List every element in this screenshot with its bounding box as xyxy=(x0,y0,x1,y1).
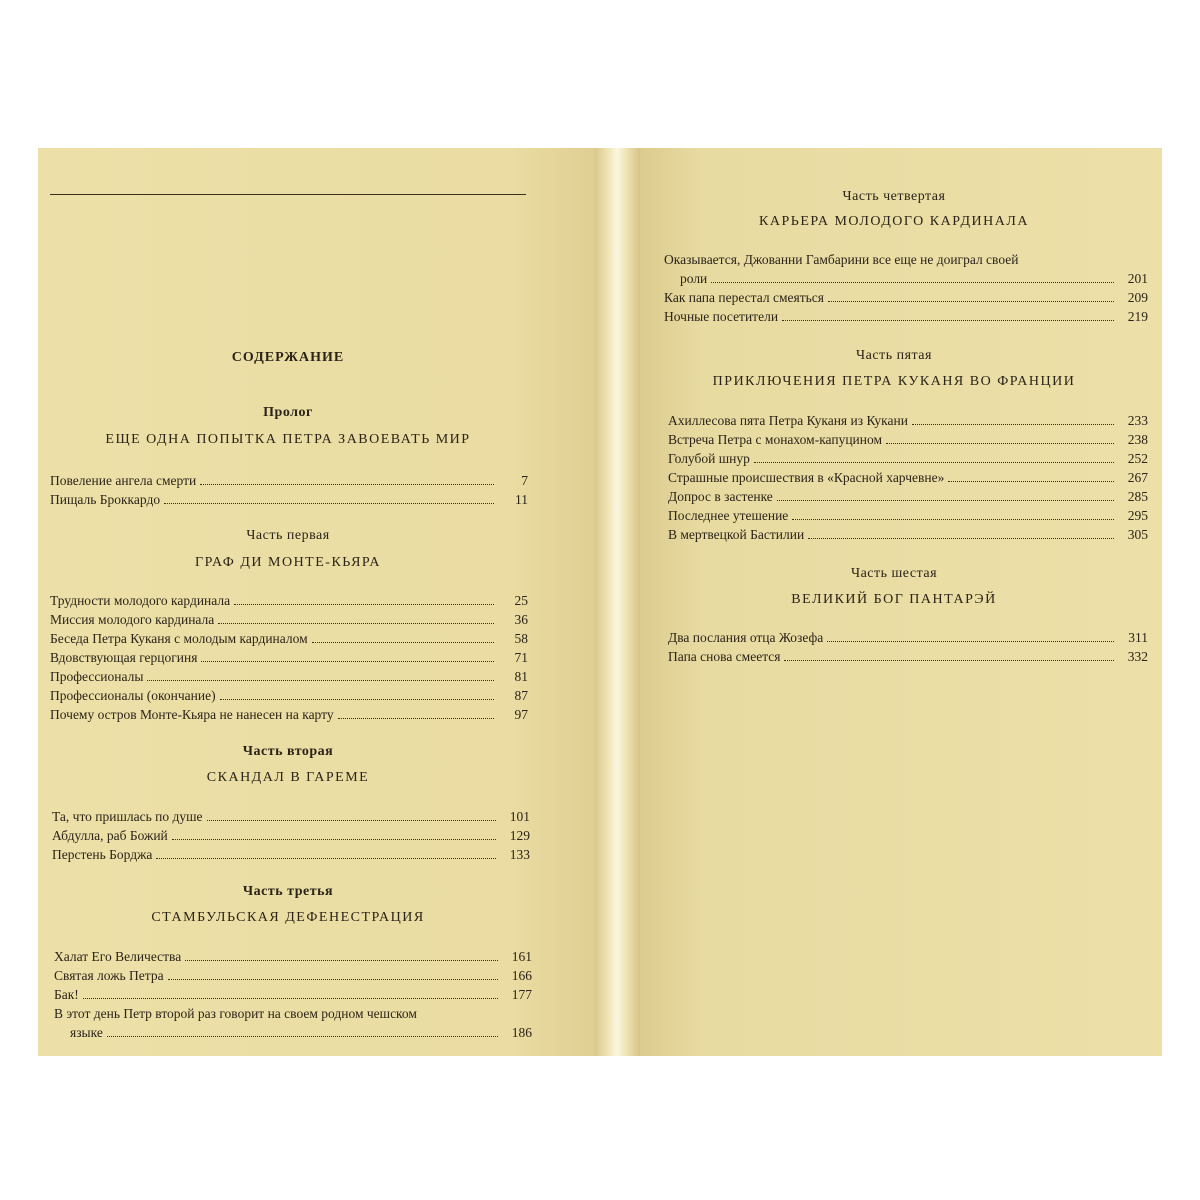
toc-entry[interactable]: Абдулла, раб Божий 129 xyxy=(52,828,530,843)
contents-title: СОДЕРЖАНИЕ xyxy=(231,350,345,365)
toc-entry-long[interactable]: В этот день Петр второй раз говорит на своем родном чешском языке 186 xyxy=(54,1006,532,1040)
part4-heading: КАРЬЕРА МОЛОДОГО КАРДИНАЛА xyxy=(759,214,1029,229)
part1-heading: ГРАФ ДИ МОНТЕ-КЬЯРА xyxy=(194,555,382,570)
toc-entry[interactable]: Последнее утешение 295 xyxy=(668,508,1148,523)
part3-heading: СТАМБУЛЬСКАЯ ДЕФЕНЕСТРАЦИЯ xyxy=(151,910,425,925)
prologue-heading: ЕЩЕ ОДНА ПОПЫТКА ПЕТРА ЗАВОЕВАТЬ МИР xyxy=(105,432,471,447)
part3-label: Часть третья xyxy=(242,884,334,899)
prologue-label: Пролог xyxy=(263,405,313,420)
toc-entry[interactable]: Допрос в застенке 285 xyxy=(668,489,1148,504)
toc-entry[interactable]: Беседа Петра Куканя с молодым кардиналом 58 xyxy=(50,631,528,646)
part6-label: Часть шестая xyxy=(850,566,938,581)
part4-entries xyxy=(664,250,1148,326)
book-gutter xyxy=(594,148,640,1056)
toc-entry[interactable]: Почему остров Монте-Кьяра не нанесен на карту 97 xyxy=(50,707,528,722)
toc-entry[interactable]: Трудности молодого кардинала 25 xyxy=(50,593,528,608)
part5-heading: ПРИКЛЮЧЕНИЯ ПЕТРА КУКАНЯ ВО ФРАНЦИИ xyxy=(712,374,1076,389)
toc-entry[interactable]: Папа снова смеется 332 xyxy=(668,649,1148,664)
prologue-entries xyxy=(50,471,528,509)
toc-entry[interactable]: Как папа перестал смеяться 209 xyxy=(664,290,1148,305)
toc-entry[interactable]: Святая ложь Петра 166 xyxy=(54,968,532,983)
part2-entries xyxy=(52,807,530,864)
part5-label: Часть пятая xyxy=(856,348,932,363)
toc-entry-long[interactable]: Оказывается, Джованни Гамбарини все еще не доиграл своей роли 201 xyxy=(664,252,1148,286)
part6-heading: ВЕЛИКИЙ БОГ ПАНТАРЭЙ xyxy=(791,592,997,607)
left-page xyxy=(38,148,594,1056)
toc-entry[interactable]: Миссия молодого кардинала 36 xyxy=(50,612,528,627)
toc-entry[interactable]: Два послания отца Жозефа 311 xyxy=(668,630,1148,645)
toc-entry[interactable]: Профессионалы (окончание) 87 xyxy=(50,688,528,703)
toc-entry[interactable]: Та, что пришлась по душе 101 xyxy=(52,809,530,824)
toc-entry[interactable]: Пищаль Броккардо 11 xyxy=(50,492,528,507)
toc-entry[interactable]: Перстень Борджа 133 xyxy=(52,847,530,862)
part1-label: Часть первая xyxy=(246,528,330,543)
toc-entry[interactable]: Голубой шнур 252 xyxy=(668,451,1148,466)
toc-entry[interactable]: Встреча Петра с монахом-капуцином 238 xyxy=(668,432,1148,447)
part2-label: Часть вторая xyxy=(242,744,334,759)
toc-entry[interactable]: Халат Его Величества 161 xyxy=(54,949,532,964)
toc-entry[interactable]: Страшные происшествия в «Красной харчевне» 267 xyxy=(668,470,1148,485)
toc-entry[interactable]: Повеление ангела смерти 7 xyxy=(50,473,528,488)
part3-entries xyxy=(54,947,532,1042)
part4-label: Часть четвертая xyxy=(842,189,946,204)
top-rule xyxy=(50,194,526,195)
toc-entry[interactable]: Профессионалы 81 xyxy=(50,669,528,684)
toc-entry[interactable]: Ночные посетители 219 xyxy=(664,309,1148,324)
book-spread xyxy=(38,148,1162,1056)
toc-entry[interactable]: В мертвецкой Бастилии 305 xyxy=(668,527,1148,542)
right-page xyxy=(640,148,1162,1056)
part2-heading: СКАНДАЛ В ГАРЕМЕ xyxy=(206,770,370,785)
toc-entry[interactable]: Ахиллесова пята Петра Куканя из Кукани 233 xyxy=(668,413,1148,428)
toc-entry[interactable]: Вдовствующая герцогиня 71 xyxy=(50,650,528,665)
part6-entries xyxy=(668,628,1148,666)
part1-entries xyxy=(50,591,528,724)
toc-entry[interactable]: Бак! 177 xyxy=(54,987,532,1002)
part5-entries xyxy=(668,411,1148,544)
